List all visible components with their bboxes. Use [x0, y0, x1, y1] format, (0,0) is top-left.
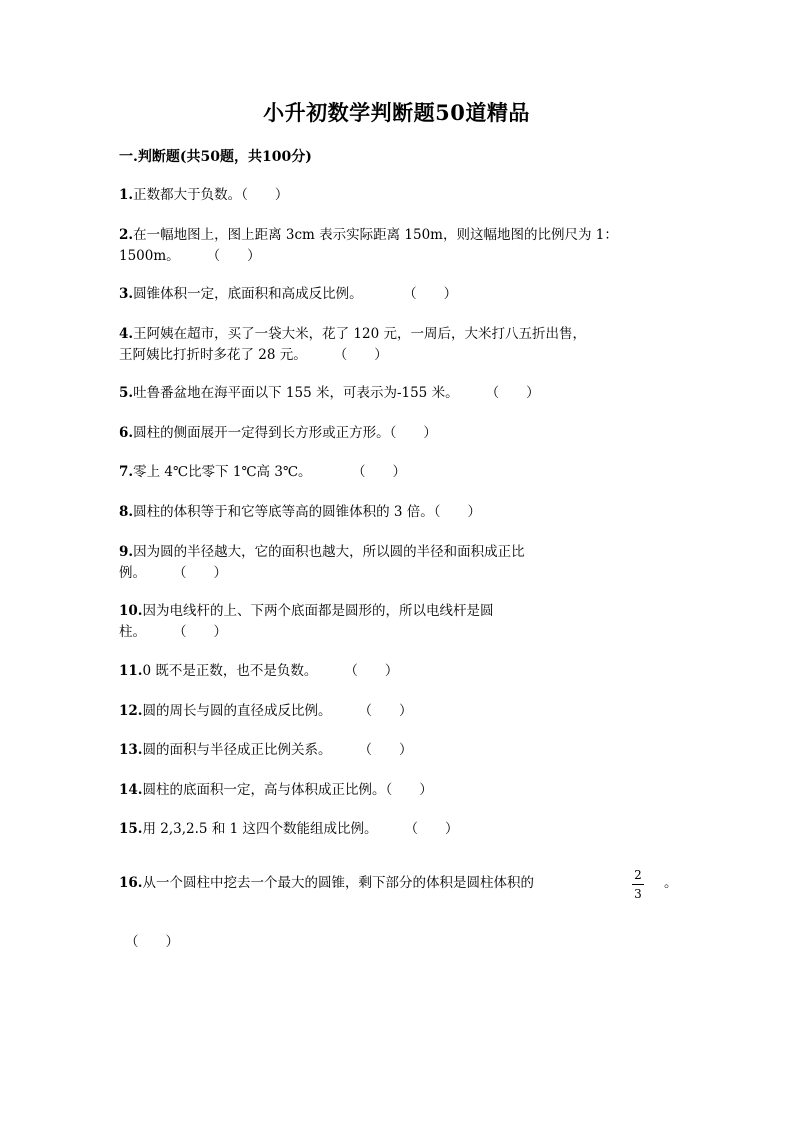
fraction-two-thirds [630, 868, 646, 901]
question-number: 13. [119, 742, 143, 758]
question-number: 8. [119, 504, 134, 520]
question-text: 圆柱的底面积一定，高与体积成正比例。（ ） [142, 782, 433, 798]
question-11 [119, 661, 679, 682]
question-number: 9. [119, 544, 134, 560]
question-9 [119, 542, 679, 584]
question-1 [119, 185, 679, 206]
question-number: 1. [119, 187, 134, 203]
question-text-line2: 柱。 （ ） [119, 624, 227, 640]
question-text: 王阿姨在超市，买了一袋大米，花了 120 元，一周后，大米打八五折出售， [133, 326, 586, 342]
question-number: 7. [119, 464, 134, 480]
question-number: 6. [119, 425, 134, 441]
question-text-line2: 王阿姨比打折时多花了 28 元。 （ ） [119, 347, 388, 363]
question-text-line2: 例。 （ ） [119, 565, 227, 581]
fraction-numerator: 2 [634, 868, 642, 882]
question-14 [119, 780, 679, 801]
question-number: 3. [119, 286, 134, 302]
question-16 [119, 873, 679, 894]
fraction-denominator: 3 [634, 887, 642, 901]
question-15 [119, 819, 679, 840]
section-heading: 一.判断题(共50题，共100分) [119, 149, 312, 165]
question-text: 从一个圆柱中挖去一个最大的圆锥，剩下部分的体积是圆柱体积的 [142, 875, 534, 891]
question-number: 2. [119, 227, 134, 243]
question-number: 5. [119, 385, 134, 401]
question-number: 14. [119, 782, 143, 798]
question-text: 在一幅地图上，图上距离 3cm 表示实际距离 150m，则这幅地图的比例尺为 1： [133, 227, 618, 243]
question-number: 11. [119, 663, 143, 679]
question-12 [119, 701, 679, 722]
question-4 [119, 324, 679, 366]
question-7 [119, 462, 679, 483]
question-text: 圆柱的体积等于和它等底等高的圆锥体积的 3 倍。（ ） [133, 504, 482, 520]
question-8 [119, 502, 679, 523]
question-16-answer-paren: （ ） [125, 934, 179, 950]
question-2 [119, 225, 679, 267]
question-text: 正数都大于负数。（ ） [133, 187, 289, 203]
question-number: 10. [119, 603, 143, 619]
question-text: 圆的周长与圆的直径成反比例。 （ ） [142, 703, 413, 719]
question-3 [119, 284, 679, 305]
question-10 [119, 601, 679, 643]
fraction-bar [632, 884, 644, 885]
question-text: 圆的面积与半径成正比例关系。 （ ） [142, 742, 413, 758]
question-text: 因为电线杆的上、下两个底面都是圆形的，所以电线杆是圆 [142, 603, 494, 619]
question-text: 圆锥体积一定，底面积和高成反比例。 （ ） [133, 286, 458, 302]
question-text: 零上 4℃比零下 1℃高 3℃。 （ ） [133, 464, 407, 480]
question-number: 15. [119, 821, 143, 837]
question-number: 16. [119, 875, 143, 891]
question-text: 用 2,3,2.5 和 1 这四个数能组成比例。 （ ） [142, 821, 459, 837]
question-number: 4. [119, 326, 134, 342]
question-13 [119, 740, 679, 761]
question-text: 吐鲁番盆地在海平面以下 155 米，可表示为-155 米。 （ ） [133, 385, 540, 401]
question-16-period: 。 [664, 875, 678, 891]
question-text: 因为圆的半径越大，它的面积也越大，所以圆的半径和面积成正比 [133, 544, 525, 560]
question-number: 12. [119, 703, 143, 719]
question-text-line2: 1500m。 （ ） [119, 248, 261, 264]
question-text: 圆柱的侧面展开一定得到长方形或正方形。（ ） [133, 425, 437, 441]
page-title: 小升初数学判断题50道精品 [263, 100, 530, 125]
question-5 [119, 383, 679, 404]
question-6 [119, 423, 679, 444]
question-text: 0 既不是正数，也不是负数。 （ ） [142, 663, 399, 679]
